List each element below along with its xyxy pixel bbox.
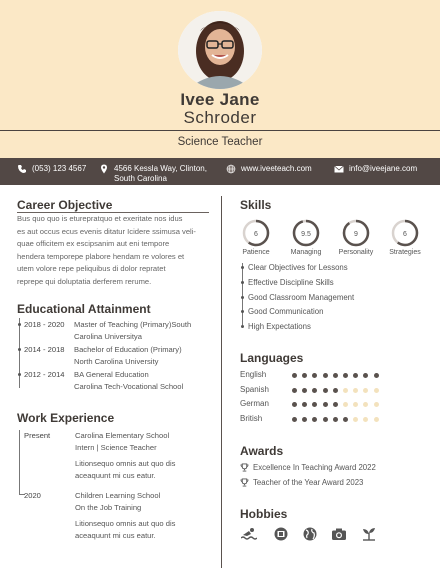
language-level-dot xyxy=(374,388,379,393)
career-title: Career Objective xyxy=(17,198,113,212)
language-level-dot xyxy=(353,373,358,378)
language-level-dot xyxy=(353,417,358,422)
language-level-dot xyxy=(312,388,317,393)
language-level-dot xyxy=(363,402,368,407)
education-item-2: Bachelor of Education (Primary) North Carolina University xyxy=(74,345,182,366)
education-item-3: BA General Education Carolina Tech-Vocational School xyxy=(74,370,184,391)
swimming-icon xyxy=(241,527,257,541)
education-years-3: 2012 - 2014 xyxy=(24,370,65,379)
trophy-icon xyxy=(240,463,249,472)
language-level-dot xyxy=(323,388,328,393)
skill-bullet xyxy=(241,266,244,269)
award-item: Excellence In Teaching Award 2022 xyxy=(253,463,376,472)
language-level-dot xyxy=(374,402,379,407)
language-level-dot xyxy=(353,388,358,393)
globe-icon xyxy=(226,164,236,174)
first-name: Ivee Jane xyxy=(180,90,260,109)
header xyxy=(0,0,440,158)
career-paragraph: Bus quo quo is eturepratquo et exeritate nos idus es aut occus ecus evenis ditatur Icidere ssimusa veli- quae officitem ex escipsanim aut eni tempore hendera temporepe plabore hendam re volores et utem volore repe peliquibus di dolor repratet reprepe qui doluptatia derferem rerume. xyxy=(17,214,196,286)
language-name: Spanish xyxy=(240,384,269,394)
language-level-dot xyxy=(302,417,307,422)
education-dot-2 xyxy=(18,348,21,351)
language-level-dot xyxy=(333,417,338,422)
location-pin-icon xyxy=(99,164,109,174)
education-years-2: 2014 - 2018 xyxy=(24,345,65,354)
language-level-dot xyxy=(333,402,338,407)
work-period-2: 2020 xyxy=(24,491,41,500)
film-icon xyxy=(273,527,289,541)
language-level-dot xyxy=(312,402,317,407)
language-level-dot xyxy=(353,402,358,407)
contact-address xyxy=(99,164,207,184)
skill-gauge-label: Personality xyxy=(338,249,374,256)
work-item-1: Carolina Elementary School Intern | Science Teacher Litionsequo omnis aut quo dis aceaquunt mi cus eatur. xyxy=(75,431,176,480)
skills-list-line xyxy=(242,263,243,325)
work-timeline-line xyxy=(19,430,20,495)
last-name: Schroder xyxy=(183,108,257,127)
language-level-dot xyxy=(333,388,338,393)
award-item: Teacher of the Year Award 2023 xyxy=(253,477,364,487)
languages-title: Languages xyxy=(240,351,304,365)
language-name: English xyxy=(240,370,267,379)
skill-item: Good Communication xyxy=(248,307,324,317)
skill-bullet xyxy=(241,296,244,299)
language-level-dot xyxy=(302,388,307,393)
language-level-dot xyxy=(363,373,368,378)
column-divider xyxy=(221,196,222,568)
awards-title: Awards xyxy=(240,444,284,458)
language-level-dot xyxy=(292,388,297,393)
skill-gauge-label: Managing xyxy=(290,249,322,256)
profile-photo xyxy=(178,11,262,89)
language-level-dot xyxy=(302,373,307,378)
hobbies-title: Hobbies xyxy=(240,507,288,521)
language-level-dot xyxy=(374,417,379,422)
contact-bar xyxy=(0,158,440,185)
envelope-icon xyxy=(334,164,344,174)
language-level-dot xyxy=(363,388,368,393)
language-level-dot xyxy=(292,373,297,378)
language-name: German xyxy=(240,399,269,409)
work-period-1: Present xyxy=(24,431,51,440)
skill-gauge-label: Strategies xyxy=(389,249,421,256)
header-divider-top xyxy=(0,130,440,131)
skill-gauge-label: Patience xyxy=(242,249,270,256)
address-line1: 4566 Kessla Way, Clinton, xyxy=(114,164,207,173)
skill-bullet xyxy=(241,325,244,328)
education-dot-3 xyxy=(18,373,21,376)
language-level-dot xyxy=(312,417,317,422)
contact-website[interactable]: www.iveeteach.com xyxy=(226,164,312,174)
gardening-icon xyxy=(361,527,377,541)
skill-gauge-value: 6 xyxy=(254,231,258,238)
language-level-dot xyxy=(374,373,379,378)
address-line2: South Carolina xyxy=(114,174,167,183)
education-title: Educational Attainment xyxy=(17,302,151,316)
language-level-dot xyxy=(333,373,338,378)
skill-item: Clear Objectives for Lessons xyxy=(248,263,348,272)
language-level-dot xyxy=(302,402,307,407)
globe-icon xyxy=(302,527,318,541)
skill-gauge-personality xyxy=(341,218,371,248)
language-level-dot xyxy=(343,402,348,407)
language-level-dot xyxy=(292,417,297,422)
language-level-dot xyxy=(323,417,328,422)
education-dot-1 xyxy=(18,323,21,326)
skill-item: Effective Discipline Skills xyxy=(248,277,334,287)
trophy-icon xyxy=(240,478,249,487)
skill-gauge-value: 9 xyxy=(354,231,358,238)
skill-item: High Expectations xyxy=(248,322,311,332)
education-timeline-line xyxy=(19,318,20,388)
phone-icon xyxy=(17,164,27,174)
language-level-dot xyxy=(323,373,328,378)
skill-gauge-managing xyxy=(291,218,321,248)
contact-phone: (053) 123 4567 xyxy=(17,164,86,174)
language-level-dot xyxy=(292,402,297,407)
job-title: Science Teacher xyxy=(177,136,263,148)
skill-bullet xyxy=(241,281,244,284)
skill-gauge-value: 9.5 xyxy=(301,231,311,238)
language-level-dot xyxy=(363,417,368,422)
education-item-1: Master of Teaching (Primary)South Carolina Universitya xyxy=(74,320,192,341)
language-level-dot xyxy=(312,373,317,378)
skills-title: Skills xyxy=(240,198,272,212)
skill-gauge-value: 6 xyxy=(403,231,407,238)
skill-item: Good Classroom Management xyxy=(248,292,355,302)
language-level-dot xyxy=(343,417,348,422)
camera-icon xyxy=(331,527,347,541)
work-item-2: Children Learning School On the Job Training Litionsequo omnis aut quo dis aceaquunt mi cus eatur. xyxy=(75,491,176,540)
language-level-dot xyxy=(343,388,348,393)
language-level-dot xyxy=(343,373,348,378)
education-years-1: 2018 - 2020 xyxy=(24,320,65,329)
skill-bullet xyxy=(241,310,244,313)
contact-email[interactable]: info@iveejane.com xyxy=(334,164,417,174)
language-level-dot xyxy=(323,402,328,407)
skill-gauge-patience xyxy=(241,218,271,248)
work-title: Work Experience xyxy=(17,411,115,425)
skill-gauge-strategies xyxy=(390,218,420,248)
language-name: British xyxy=(240,413,263,423)
